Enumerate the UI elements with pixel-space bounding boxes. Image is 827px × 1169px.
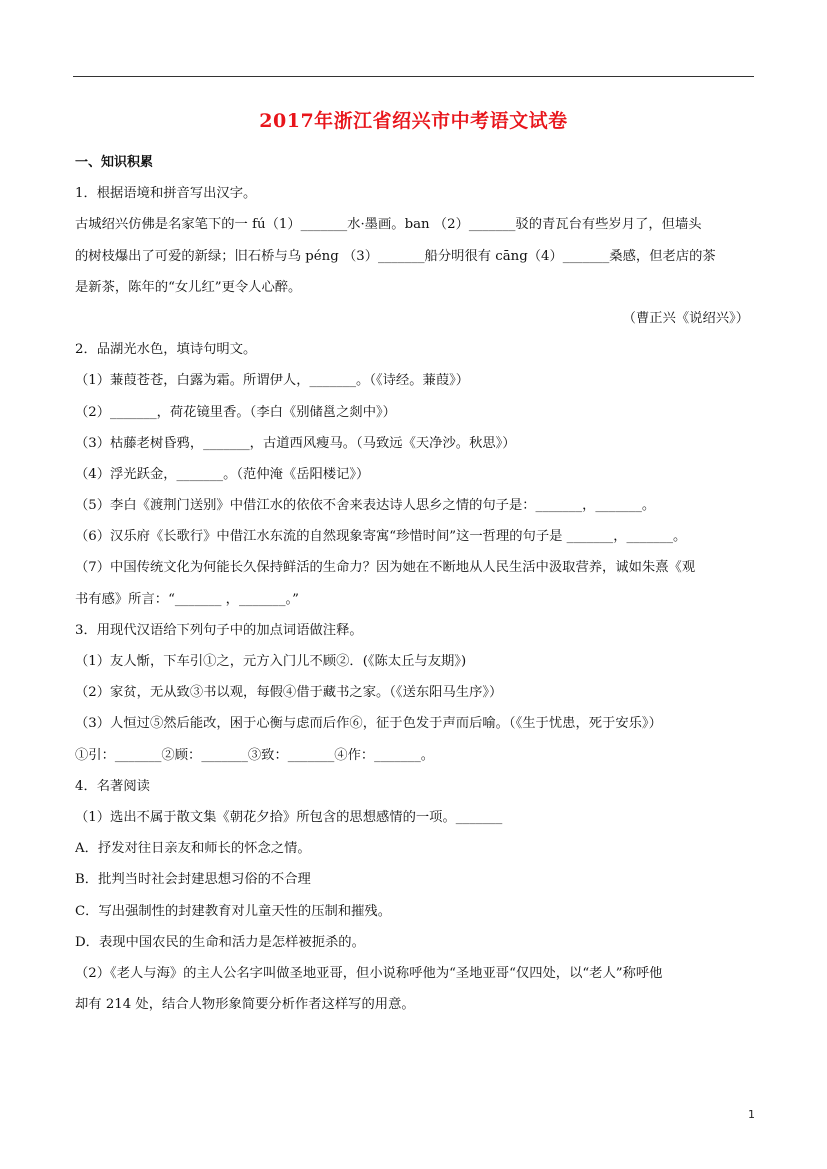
- section-heading: 一、知识积累: [75, 155, 154, 170]
- question-2-item: （2）_______，荷花镜里香。（李白《别储邕之剡中》）: [75, 404, 396, 420]
- question-2-item: （5）李白《渡荆门送别》中借江水的依依不舍来表达诗人思乡之情的句子是：_______，_______。: [75, 498, 656, 514]
- choice-a: A．抒发对往日亲友和师长的怀念之情。: [75, 841, 311, 857]
- header-rule: [73, 76, 754, 77]
- question-2-item: （4）浮光跃金，_______。（范仲淹《岳阳楼记》）: [75, 466, 370, 482]
- page-title: 2017年浙江省绍兴市中考语文试卷: [259, 110, 568, 132]
- question-1-passage-line: 是新茶，陈年的“女儿红”更令人心醉。: [75, 279, 302, 295]
- question-2-item: （6）汉乐府《长歌行》中借江水东流的自然现象寄寓“珍惜时间”这一哲理的句子是 _______，_______。: [75, 529, 687, 545]
- question-4-item-continued: 却有 214 处，结合人物形象简要分析作者这样写的用意。: [75, 997, 415, 1013]
- question-2-item-continued: 书有感》所言：“_______ ，_______。”: [75, 591, 299, 607]
- choice-c: C．写出强制性的封建教育对儿童天性的压制和摧残。: [75, 903, 392, 919]
- document-body: [75, 147, 755, 1020]
- question-1-passage-line: 古城绍兴仿佛是名家笔下的一 fú（1）_______水·墨画。ban （2）_______驳的青瓦台有些岁月了，但墙头: [75, 217, 702, 233]
- question-4-item: （1）选出不属于散文集《朝花夕拾》所包含的思想感情的一项。_______: [75, 809, 503, 825]
- choice-b: B．批判当时社会封建思想习俗的不合理: [75, 872, 311, 888]
- question-3-item: （2）家贫，无从致③书以观，每假④借于藏书之家。（《送东阳马生序》）: [75, 685, 503, 701]
- question-3-answer-blanks: ①引：_______②顾：_______③致：_______④作：_______。: [75, 747, 435, 763]
- question-1-prompt: 1．根据语境和拼音写出汉字。: [75, 186, 257, 202]
- question-2-item: （7）中国传统文化为何能长久保持鲜活的生命力？因为她在不断地从人民生活中汲取营养，诚如朱熹《观: [75, 560, 696, 576]
- question-1-passage-line: 的树枝爆出了可爱的新绿；旧石桥与乌 péng （3）_______船分明很有 cāng（4）_______桑感，但老店的茶: [75, 248, 716, 264]
- question-4-item: （2）《老人与海》的主人公名字叫做圣地亚哥，但小说称呼他为“圣地亚哥“仅四处，以“老人”称呼他: [75, 965, 663, 981]
- question-3-item: （1）友人惭，下车引①之，元方入门儿不顾②．(《陈太丘与友期》): [75, 654, 467, 669]
- question-2-item: （1）蒹葭苍苍，白露为霜。所谓伊人，_______。（《诗经。蒹葭》）: [75, 373, 470, 389]
- question-4-prompt: 4．名著阅读: [75, 778, 150, 794]
- choice-d: D．表现中国农民的生命和活力是怎样被扼杀的。: [75, 934, 365, 950]
- question-3-item: （3）人恒过⑤然后能改，困于心衡与虑而后作⑥，征于色发于声而后喻。（《生于忧患，死于安乐》）: [75, 716, 662, 732]
- question-3-prompt: 3．用现代汉语给下列句子中的加点词语做注释。: [75, 622, 363, 638]
- page-number: 1: [748, 1108, 755, 1121]
- question-2-prompt: 2．品湖光水色，填诗句明文。: [75, 342, 257, 358]
- question-2-item: （3）枯藤老树昏鸦，_______，古道西风瘦马。（马致远《天净沙。秋思》）: [75, 435, 516, 451]
- passage-source: （曹正兴《说绍兴》）: [622, 310, 749, 326]
